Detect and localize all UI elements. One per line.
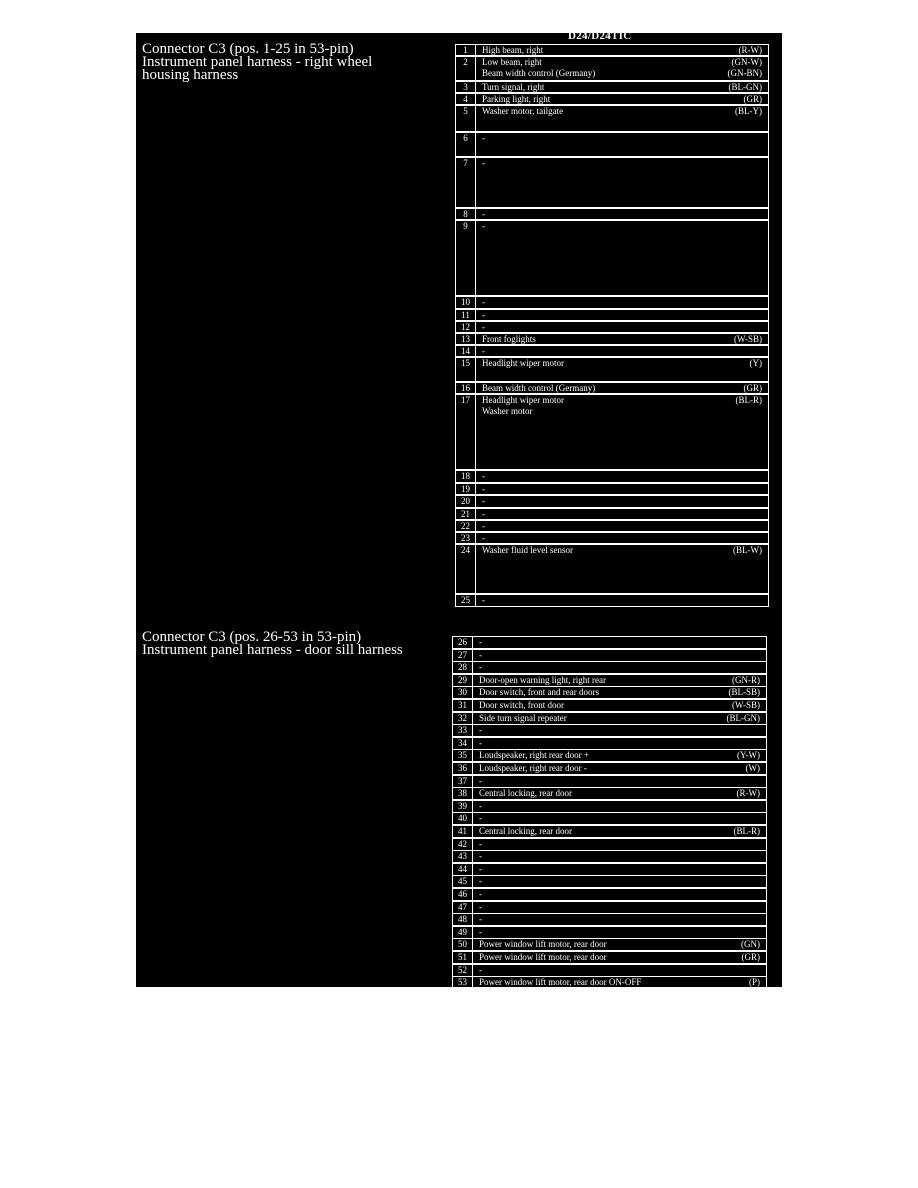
pin-description: Side turn signal repeater xyxy=(479,713,567,723)
wire-color-code: (W-SB) xyxy=(734,334,762,344)
pin-description: - xyxy=(482,310,485,320)
pin-number: 19 xyxy=(456,484,476,494)
pin-description: - xyxy=(482,509,485,519)
pin-description: Headlight wiper motor xyxy=(482,358,564,368)
pin-number: 37 xyxy=(453,776,473,787)
pin-description: - xyxy=(482,209,485,219)
wire-color-code: (GN-R) xyxy=(732,675,760,685)
wire-color-code: (GN-W) xyxy=(731,57,762,67)
pin-description: - xyxy=(479,776,482,786)
pin-number: 48 xyxy=(453,914,473,925)
pin-description: - xyxy=(479,965,482,975)
pin-description: High beam, right xyxy=(482,45,544,55)
table-row xyxy=(455,357,769,382)
table-row xyxy=(455,394,769,470)
pin-description: - xyxy=(479,738,482,748)
table-row xyxy=(452,850,767,863)
table-row xyxy=(455,309,769,321)
pin-number: 35 xyxy=(453,750,473,761)
wire-color-code: (Y-W) xyxy=(737,750,760,760)
wire-color-code: (BL-R) xyxy=(735,395,762,405)
wire-color-code: (GR) xyxy=(741,952,760,962)
wire-color-code: (BL-SB) xyxy=(728,687,760,697)
pin-description: - xyxy=(479,927,482,937)
table-row xyxy=(455,495,769,508)
pin-description: Beam width control (Germany) xyxy=(482,383,596,393)
pin-number: 52 xyxy=(453,965,473,976)
pin-description: - xyxy=(482,297,485,307)
pin-number: 28 xyxy=(453,662,473,673)
pin-description: Washer motor, tailgate xyxy=(482,106,564,116)
pin-number: 42 xyxy=(453,839,473,850)
pin-description: Door-open warning light, right rear xyxy=(479,675,607,685)
caption-line: housing harness xyxy=(142,67,239,83)
pin-number: 34 xyxy=(453,738,473,749)
pin-number: 20 xyxy=(456,496,476,507)
pin-number: 25 xyxy=(456,595,476,606)
table-row xyxy=(455,56,769,81)
wire-color-code: (BL-W) xyxy=(733,545,762,555)
pin-description-secondary: Beam width control (Germany) xyxy=(482,68,596,78)
wire-color-code: (BL-R) xyxy=(733,826,760,836)
pin-description: - xyxy=(482,484,485,494)
pin-number: 23 xyxy=(456,533,476,543)
pin-description: - xyxy=(479,801,482,811)
table-row xyxy=(452,938,767,951)
wire-color-code: (P) xyxy=(749,977,760,987)
table-row xyxy=(452,951,767,964)
pin-description: Loudspeaker, right rear door + xyxy=(479,750,589,760)
pin-number: 22 xyxy=(456,521,476,531)
wire-color-code: (W-SB) xyxy=(732,700,760,710)
pin-number: 53 xyxy=(453,977,473,988)
wire-color-code: (R-W) xyxy=(736,788,760,798)
wire-color-code: (BL-GN) xyxy=(726,713,760,723)
pin-description: - xyxy=(479,902,482,912)
pin-description: Headlight wiper motor xyxy=(482,395,564,405)
table-row xyxy=(455,44,769,56)
wire-color-code: (BL-GN) xyxy=(728,82,762,92)
section-1-caption xyxy=(142,43,442,82)
table-row xyxy=(452,724,767,737)
pin-description: - xyxy=(482,521,485,531)
table-row xyxy=(455,470,769,483)
pin-description: Power window lift motor, rear door xyxy=(479,952,607,962)
pin-description-secondary: Washer motor xyxy=(482,406,533,416)
pin-number: 40 xyxy=(453,813,473,824)
table-row xyxy=(452,749,767,762)
pin-number: 3 xyxy=(456,82,476,92)
pin-number: 4 xyxy=(456,94,476,104)
pin-number: 30 xyxy=(453,687,473,698)
pin-number: 1 xyxy=(456,45,476,55)
pin-description: - xyxy=(479,889,482,899)
pin-description: - xyxy=(482,496,485,506)
pin-number: 32 xyxy=(453,713,473,724)
table-row xyxy=(452,636,767,649)
table-row xyxy=(452,825,767,838)
pin-number: 29 xyxy=(453,675,473,686)
pin-description: Loudspeaker, right rear door - xyxy=(479,763,587,773)
pin-description: - xyxy=(479,650,482,660)
pin-number: 31 xyxy=(453,700,473,711)
pin-number: 44 xyxy=(453,864,473,875)
pin-description: - xyxy=(479,876,482,886)
pin-description: Central locking, rear door xyxy=(479,826,572,836)
table-row xyxy=(455,532,769,544)
pin-description: Power window lift motor, rear door ON-OFF xyxy=(479,977,642,987)
pin-number: 14 xyxy=(456,346,476,356)
table-row xyxy=(455,220,769,296)
table-row xyxy=(455,132,769,157)
pin-number: 24 xyxy=(456,545,476,593)
pin-description: - xyxy=(482,322,485,332)
pin-table-section-1 xyxy=(455,44,769,609)
document-id: D24/D24TIC xyxy=(568,30,632,42)
wire-color-code: (GR) xyxy=(743,94,762,104)
pin-number: 2 xyxy=(456,57,476,80)
caption-line: Connector C3 (pos. 26-53 in 53-pin) xyxy=(142,629,362,645)
table-row xyxy=(455,483,769,495)
table-row xyxy=(455,544,769,594)
pin-description: Power window lift motor, rear door xyxy=(479,939,607,949)
pin-description: - xyxy=(479,851,482,861)
section-2-caption xyxy=(142,631,442,657)
pin-description: Central locking, rear door xyxy=(479,788,572,798)
table-row xyxy=(455,93,769,105)
pin-description: Door switch, front and rear doors xyxy=(479,687,599,697)
pin-number: 15 xyxy=(456,358,476,381)
wire-color-code-secondary: (GN-BN) xyxy=(727,68,762,78)
pin-number: 9 xyxy=(456,221,476,295)
pin-number: 27 xyxy=(453,650,473,661)
pin-description: - xyxy=(479,662,482,672)
pin-table-section-2 xyxy=(452,636,767,986)
table-row xyxy=(455,594,769,607)
pin-description: Low beam, right xyxy=(482,57,542,67)
wire-color-code: (GR) xyxy=(743,383,762,393)
pin-number: 46 xyxy=(453,889,473,900)
table-row xyxy=(452,699,767,712)
pin-number: 49 xyxy=(453,927,473,938)
pin-number: 43 xyxy=(453,851,473,862)
pin-description: - xyxy=(482,133,485,143)
pin-description: - xyxy=(482,471,485,481)
table-row xyxy=(455,296,769,309)
table-row xyxy=(452,976,767,989)
pin-description: - xyxy=(482,346,485,356)
table-row xyxy=(452,812,767,825)
pin-description: - xyxy=(482,158,485,168)
pin-number: 17 xyxy=(456,395,476,469)
table-row xyxy=(452,686,767,699)
pin-number: 38 xyxy=(453,788,473,799)
pin-number: 7 xyxy=(456,158,476,207)
pin-number: 26 xyxy=(453,637,473,648)
pin-description: - xyxy=(479,864,482,874)
pin-number: 8 xyxy=(456,209,476,219)
pin-number: 47 xyxy=(453,902,473,913)
wire-color-code: (GN) xyxy=(741,939,760,949)
pin-description: - xyxy=(479,813,482,823)
pin-description: Front foglights xyxy=(482,334,536,344)
pin-description: Door switch, front door xyxy=(479,700,564,710)
pin-number: 18 xyxy=(456,471,476,482)
pin-description: Parking light, right xyxy=(482,94,551,104)
pin-description: Turn signal, right xyxy=(482,82,545,92)
pin-number: 6 xyxy=(456,133,476,156)
pin-number: 51 xyxy=(453,952,473,963)
pin-number: 41 xyxy=(453,826,473,837)
document-panel xyxy=(136,30,782,987)
pin-description: - xyxy=(479,725,482,735)
pin-description: - xyxy=(479,839,482,849)
table-row xyxy=(452,762,767,775)
caption-line: Instrument panel harness - door sill harness xyxy=(142,642,403,658)
pin-description: - xyxy=(482,533,485,543)
pin-description: - xyxy=(479,914,482,924)
table-row xyxy=(452,913,767,926)
pin-description: - xyxy=(482,221,485,231)
table-row xyxy=(455,321,769,333)
wire-color-code: (R-W) xyxy=(738,45,762,55)
caption-line: Instrument panel harness - right wheel xyxy=(142,54,373,70)
pin-number: 45 xyxy=(453,876,473,887)
pin-number: 39 xyxy=(453,801,473,812)
table-row xyxy=(455,208,769,220)
table-row xyxy=(452,787,767,800)
table-row xyxy=(455,157,769,208)
wire-color-code: (BL-Y) xyxy=(735,106,762,116)
wire-color-code: (W) xyxy=(745,763,760,773)
pin-number: 12 xyxy=(456,322,476,332)
pin-description: - xyxy=(482,595,485,605)
table-row xyxy=(452,888,767,901)
table-row xyxy=(455,382,769,394)
table-row xyxy=(455,105,769,132)
caption-line: Connector C3 (pos. 1-25 in 53-pin) xyxy=(142,41,354,57)
pin-number: 5 xyxy=(456,106,476,131)
table-row xyxy=(455,345,769,357)
table-row xyxy=(452,875,767,888)
wire-color-code: (Y) xyxy=(749,358,762,368)
pin-number: 36 xyxy=(453,763,473,774)
pin-number: 16 xyxy=(456,383,476,393)
pin-number: 33 xyxy=(453,725,473,736)
table-row xyxy=(455,333,769,345)
pin-number: 10 xyxy=(456,297,476,308)
table-row xyxy=(455,520,769,532)
pin-number: 13 xyxy=(456,334,476,344)
table-row xyxy=(455,81,769,93)
pin-description: - xyxy=(479,637,482,647)
pin-number: 50 xyxy=(453,939,473,950)
pin-number: 11 xyxy=(456,310,476,320)
pin-number: 21 xyxy=(456,509,476,519)
table-row xyxy=(452,661,767,674)
table-row xyxy=(455,508,769,520)
pin-description: Washer fluid level sensor xyxy=(482,545,573,555)
